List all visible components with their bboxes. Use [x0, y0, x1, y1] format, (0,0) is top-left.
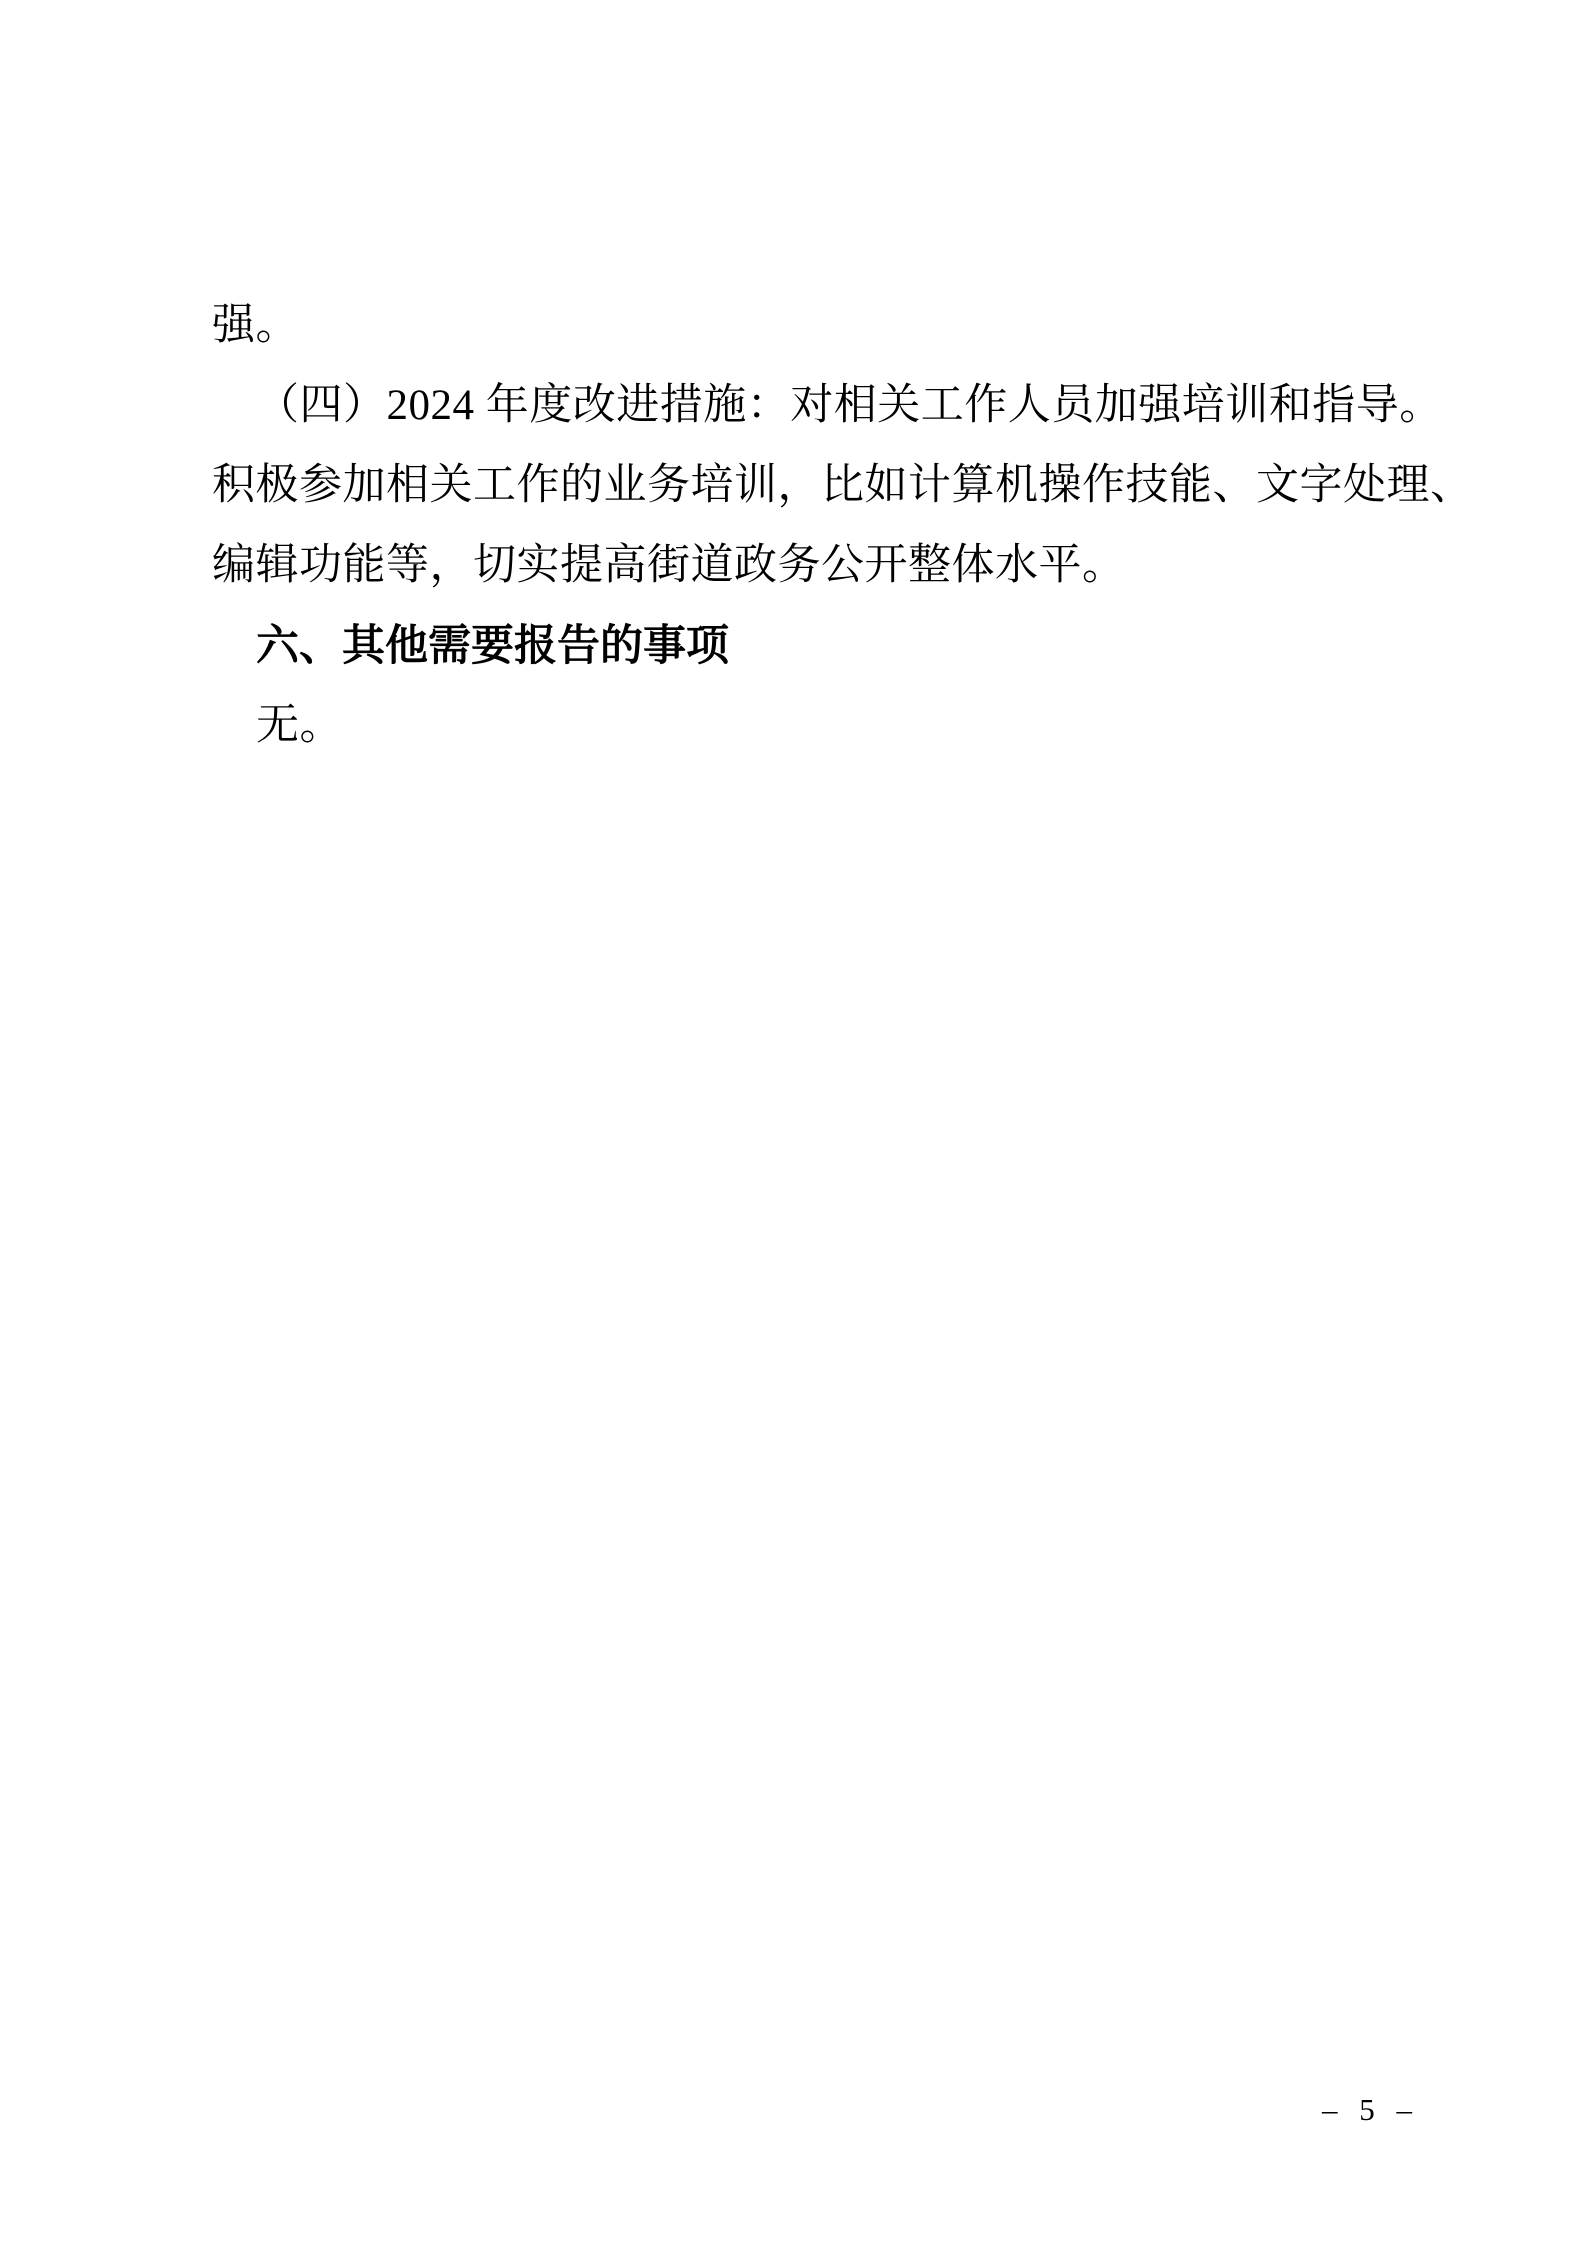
paragraph-improvement-measures-line-1: （四）2024 年度改进措施：对相关工作人员加强培训和指导。: [256, 382, 1443, 429]
document-body: [212, 286, 1474, 766]
page-number: – 5 –: [1322, 2092, 1414, 2127]
paragraph-improvement-measures-line-2: 积极参加相关工作的业务培训，比如计算机操作技能、文字处理、: [212, 462, 1474, 509]
paragraph-improvement-measures-line-3: 编辑功能等，切实提高街道政务公开整体水平。: [212, 542, 1126, 589]
paragraph-none: 无。: [256, 702, 343, 749]
paragraph-continuation-line: 强。: [212, 302, 299, 349]
section-heading-other-matters: 六、其他需要报告的事项: [256, 622, 729, 670]
